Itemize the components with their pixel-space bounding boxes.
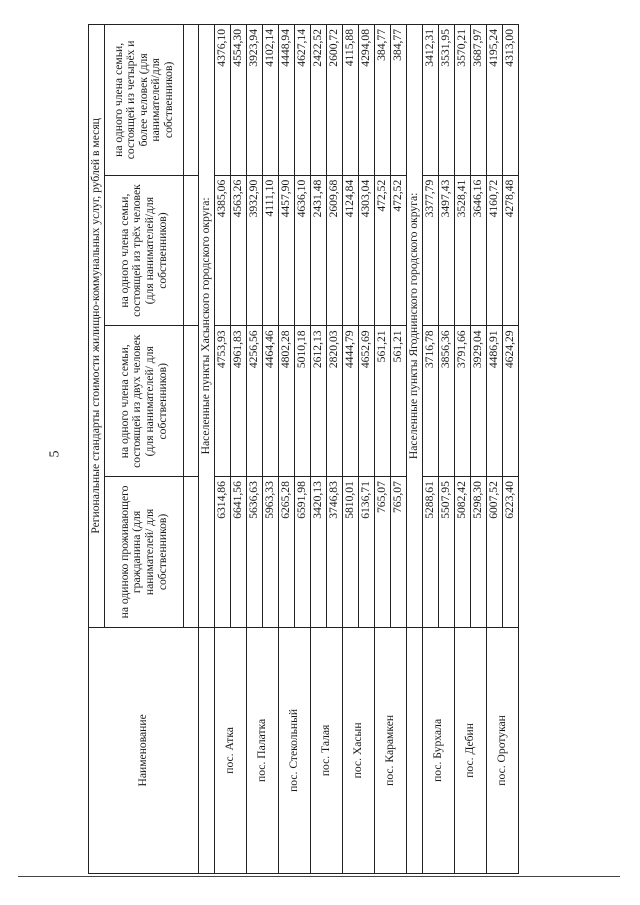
table-cell: 4278,48 [503,175,519,326]
table-cell: 3646,16 [471,175,487,326]
table-cell: 4444,79 [343,326,359,477]
section-title: Населенные пункты Хасынского городского округа: [199,25,215,628]
table-cell: 4111,10 [263,175,279,326]
empty-header-cell [184,175,199,326]
page-number: 5 [47,450,63,458]
table-row [343,25,359,874]
table-cell: 2820,03 [327,326,343,477]
table-cell: 4486,91 [487,326,503,477]
settlement-name: пос. Хасын [343,627,375,873]
table-cell: 4627,14 [295,25,311,176]
table-cell: 3531,95 [439,25,455,176]
table-cell: 4753,93 [215,326,231,477]
housing-cost-standards-table [88,24,519,874]
settlement-name: пос. Оротукан [487,627,519,873]
section-header-row [199,25,215,874]
empty-header-cell [184,326,199,477]
table-cell: 5298,30 [471,477,487,628]
table-rotator [88,24,638,874]
table-cell: 4385,06 [215,175,231,326]
table-cell: 472,52 [375,175,391,326]
table-row [375,25,391,874]
table-row [455,25,471,874]
table-cell: 3528,41 [455,175,471,326]
table-cell: 5288,61 [423,477,439,628]
table-cell: 6591,98 [295,477,311,628]
table-cell: 6136,71 [359,477,375,628]
section-header-row [407,25,423,874]
settlement-name: пос. Дебин [455,627,487,873]
table-cell: 5507,95 [439,477,455,628]
table-cell: 3412,31 [423,25,439,176]
table-row [311,25,327,874]
table-cell: 4303,04 [359,175,375,326]
column-header-three-person: на одного члена семьи, состоящей из трёх человек (для нанимателей/для собственников) [105,175,184,326]
table-row [487,25,503,874]
table-cell: 4457,90 [279,175,295,326]
table-row [279,25,295,874]
table-row [215,25,231,874]
table-cell: 3923,94 [247,25,263,176]
table-cell: 3570,21 [455,25,471,176]
table-cell: 3687,97 [471,25,487,176]
column-header-four-person: на одного члена семьи, состоящей из четырёх и более человек (для нанимателей/для собственников) [105,25,184,176]
table-cell: 2422,52 [311,25,327,176]
table-cell: 5810,01 [343,477,359,628]
table-cell: 6223,40 [503,477,519,628]
column-header-two-person: на одного члена семьи, состоящей из двух человек (для нанимателей/ для собственников) [105,326,184,477]
settlement-name: пос. Талая [311,627,343,873]
table-cell: 561,21 [375,326,391,477]
empty-header-cell [184,25,199,176]
table-cell: 2612,13 [311,326,327,477]
table-cell: 4464,46 [263,326,279,477]
table-cell: 2600,72 [327,25,343,176]
table-cell: 3497,43 [439,175,455,326]
table-cell: 4160,72 [487,175,503,326]
table-cell: 472,52 [391,175,407,326]
table-cell: 2609,68 [327,175,343,326]
column-header-single: на одиноко проживающего гражданина (для нанимателей/ для собственников) [105,477,184,628]
table-cell: 4376,10 [215,25,231,176]
table-cell: 765,07 [375,477,391,628]
table-cell: 6641,56 [231,477,247,628]
table-cell: 4115,88 [343,25,359,176]
table-cell: 4802,28 [279,326,295,477]
table-cell: 4294,08 [359,25,375,176]
table-cell: 3746,83 [327,477,343,628]
table-cell: 3791,66 [455,326,471,477]
empty-header-cell [184,477,199,628]
table-cell: 6265,28 [279,477,295,628]
table-cell: 4961,83 [231,326,247,477]
table-cell: 5082,42 [455,477,471,628]
table-cell: 765,07 [391,477,407,628]
settlement-name: пос. Атка [215,627,247,873]
table-cell: 5963,33 [263,477,279,628]
table-cell: 3377,79 [423,175,439,326]
table-cell: 3856,36 [439,326,455,477]
table-cell: 3716,78 [423,326,439,477]
table-cell: 6007,52 [487,477,503,628]
table-cell: 4256,56 [247,326,263,477]
table-cell: 384,77 [375,25,391,176]
table-cell: 4448,94 [279,25,295,176]
settlement-name: пос. Стекольный [279,627,311,873]
bottom-rule [18,876,620,877]
table-cell: 4652,69 [359,326,375,477]
table-cell: 4624,29 [503,326,519,477]
table-row [423,25,439,874]
table-cell: 3420,13 [311,477,327,628]
table-cell: 384,77 [391,25,407,176]
name-column-header: Наименование [89,627,199,873]
settlement-name: пос. Карамкен [375,627,407,873]
table-title: Региональные стандарты стоимости жилищно-коммунальных услуг, рублей в месяц [89,25,105,628]
table-row [247,25,263,874]
table-cell: 4124,84 [343,175,359,326]
table-cell: 4554,30 [231,25,247,176]
table-cell: 5010,18 [295,326,311,477]
table-cell: 3929,04 [471,326,487,477]
table-cell: 561,21 [391,326,407,477]
settlement-name: пос. Бурхала [423,627,455,873]
rotated-table-sheet [88,24,638,874]
section-title: Населенные пункты Ягоднинского городского округа: [407,25,423,628]
table-cell: 6314,86 [215,477,231,628]
settlement-name: пос. Палатка [247,627,279,873]
table-cell: 3932,90 [247,175,263,326]
table-cell: 4102,14 [263,25,279,176]
table-cell: 5636,63 [247,477,263,628]
table-cell: 4313,00 [503,25,519,176]
table-cell: 4563,26 [231,175,247,326]
table-cell: 4195,24 [487,25,503,176]
table-cell: 2431,48 [311,175,327,326]
table-cell: 4636,10 [295,175,311,326]
